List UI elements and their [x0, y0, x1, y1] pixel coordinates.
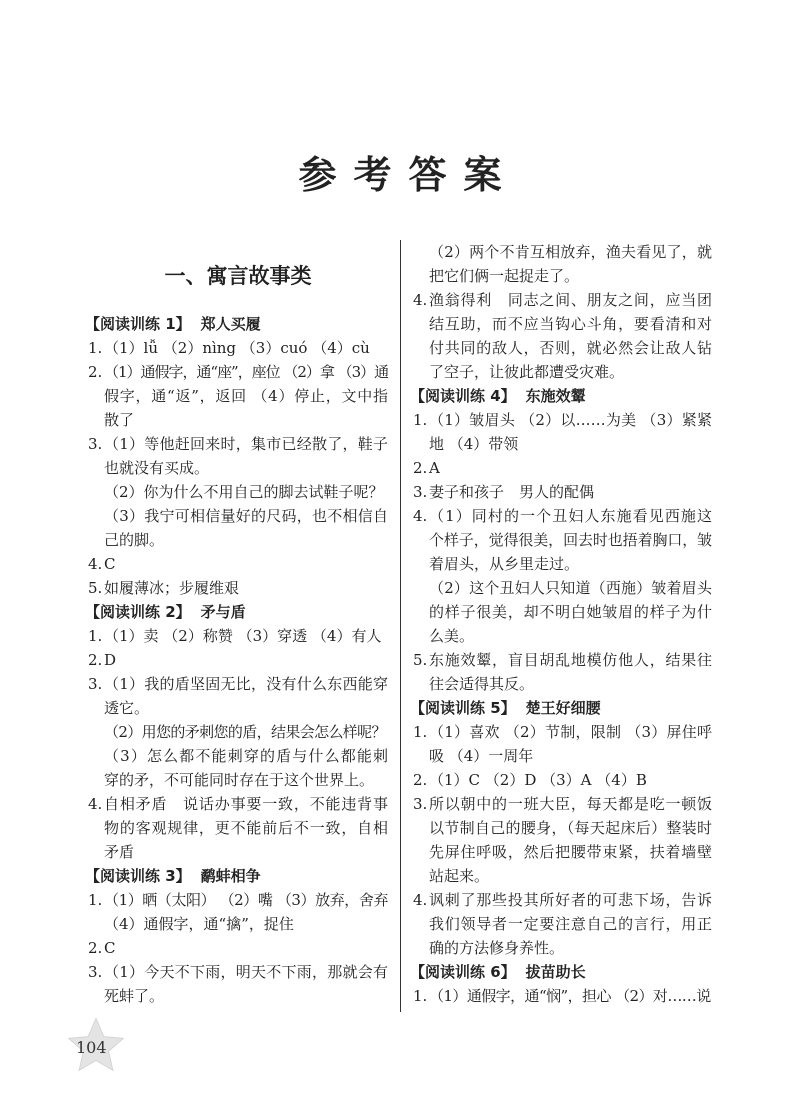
item-number: 1. [88, 627, 103, 645]
exercise-title: 郑人买履 [200, 315, 261, 333]
answer-line: 假字，通“返”，返回 （4）停止，文中指 [104, 387, 388, 405]
page-title: 参考答案 [298, 153, 519, 197]
answer-item [413, 984, 712, 1008]
column-divider [400, 240, 401, 1012]
answer-line: 地 （4）带领 [429, 435, 519, 453]
answer-body [429, 720, 712, 768]
exercise-heading [410, 696, 712, 720]
answer-body [429, 792, 712, 888]
item-number: 1. [413, 987, 428, 1005]
answer-paragraph [104, 360, 388, 432]
answer-body [429, 408, 712, 456]
answer-body [104, 648, 388, 672]
answer-paragraph [429, 984, 712, 1008]
item-number: 3. [88, 675, 103, 693]
answer-body [429, 768, 712, 792]
answer-item [413, 648, 712, 696]
answer-item [88, 792, 388, 864]
answer-body [104, 624, 388, 648]
exercise-heading [410, 384, 712, 408]
answer-paragraph [429, 288, 712, 384]
answer-line: D [104, 651, 117, 669]
answer-line: A [429, 459, 440, 477]
answer-body [104, 960, 388, 1008]
answer-line: 以节制自己的腰身，（每天起床后）整装时 [429, 819, 712, 837]
right-column [410, 240, 712, 1008]
answer-paragraph [104, 672, 388, 720]
answer-line: 己的脚。 [104, 531, 165, 549]
answer-item [88, 336, 388, 360]
answer-body [104, 576, 388, 600]
answer-paragraph [104, 480, 388, 504]
exercise-label: 【阅读训练 1】 [85, 315, 191, 333]
left-column [85, 240, 388, 1008]
answer-line: 也就没有买成。 [104, 459, 210, 477]
answer-line: （2）两个不肯互相放弃，渔夫看见了，就 [429, 243, 712, 261]
answer-line: （1）通假字，通“座”，座位 （2）拿 （3）通 [104, 363, 388, 381]
answer-body [429, 456, 712, 480]
exercise-title: 鹬蚌相争 [200, 867, 261, 885]
exercise-title: 拔苗助长 [525, 963, 586, 981]
exercise-label: 【阅读训练 2】 [85, 603, 191, 621]
answer-line: （1）今天不下雨，明天不下雨，那就会有 [104, 963, 388, 981]
answer-body [104, 552, 388, 576]
answer-body [104, 360, 388, 432]
answer-line: （3）怎么都不能刺穿的盾与什么都能刺 [104, 747, 388, 765]
reading-exercise-group [85, 312, 388, 600]
answer-paragraph [104, 936, 388, 960]
item-number: 2. [88, 651, 103, 669]
answer-paragraph [429, 888, 712, 960]
answer-item [413, 720, 712, 768]
answer-item [88, 432, 388, 552]
answer-body [429, 480, 712, 504]
answer-line: C [104, 555, 116, 573]
answer-line: 我们领导者一定要注意自己的言行，用正 [429, 915, 712, 933]
answer-line: 物的客观规律，更不能前后不一致，自相 [104, 819, 388, 837]
item-number: 4. [413, 507, 428, 525]
answer-line: 么美。 [429, 627, 475, 645]
item-number: 1. [413, 411, 428, 429]
answer-line: （1）C （2）D （3）A （4）B [429, 771, 647, 789]
exercise-title: 东施效颦 [525, 387, 586, 405]
answer-body [429, 648, 712, 696]
answer-item [413, 792, 712, 888]
item-number: 3. [413, 795, 428, 813]
answer-item [88, 936, 388, 960]
answer-line: （1）晒（太阳） （2）嘴 （3）放弃，舍弃 [104, 891, 388, 909]
exercise-heading [410, 960, 712, 984]
answer-body [104, 936, 388, 960]
answer-paragraph [104, 432, 388, 480]
answer-line: （2）用您的矛刺您的盾，结果会怎么样呢？ [104, 723, 386, 741]
answer-paragraph [429, 408, 712, 456]
answer-paragraph [429, 240, 712, 288]
answer-body [429, 888, 712, 960]
answer-line: 站起来。 [429, 867, 490, 885]
reading-exercise-group [410, 960, 712, 1008]
item-number: 3. [88, 435, 103, 453]
item-number: 2. [88, 363, 103, 381]
answer-line: 矛盾 [104, 843, 135, 861]
answer-item [413, 480, 712, 504]
answer-item [413, 456, 712, 480]
answer-item [88, 648, 388, 672]
answer-line: 付共同的敌人，否则，就必然会让敌人钻 [429, 339, 712, 357]
page-number-badge [66, 1016, 126, 1076]
answer-line: 如履薄冰；步履维艰 [104, 579, 240, 597]
answer-item [413, 768, 712, 792]
answer-line: （1）我的盾坚固无比，没有什么东西能穿 [104, 675, 388, 693]
answer-line: （1）lǚ （2）nìng （3）cuó （4）cù [104, 339, 370, 357]
answer-item [88, 960, 388, 1008]
reading-exercise-group [85, 864, 388, 1008]
answer-item [88, 576, 388, 600]
exercise-label: 【阅读训练 6】 [410, 963, 516, 981]
answer-line: C [104, 939, 116, 957]
answer-line: 东施效颦，盲目胡乱地模仿他人，结果往 [429, 651, 712, 669]
answer-item [88, 552, 388, 576]
exercise-title: 楚王好细腰 [525, 699, 601, 717]
answer-paragraph [429, 480, 712, 504]
item-number: 4. [413, 291, 428, 309]
answer-paragraph [429, 768, 712, 792]
answer-paragraph [104, 792, 388, 864]
answer-paragraph [429, 504, 712, 576]
answer-paragraph [429, 792, 712, 888]
answer-item [413, 888, 712, 960]
item-number: 1. [88, 891, 103, 909]
answer-item [413, 240, 712, 288]
answer-line: （2）你为什么不用自己的脚去试鞋子呢？ [104, 483, 384, 501]
page-number: 104 [76, 1038, 107, 1057]
answer-line: 穿的矛，不可能同时存在于这个世界上。 [104, 771, 375, 789]
answer-line: 着眉头，从乡里走过。 [429, 555, 580, 573]
answer-line: 把它们俩一起捉走了。 [429, 267, 580, 285]
answer-paragraph [104, 960, 388, 1008]
item-number: 4. [413, 891, 428, 909]
item-number: 2. [88, 939, 103, 957]
answer-line: 确的方法修身养性。 [429, 939, 565, 957]
answer-item [413, 288, 712, 384]
answer-item [88, 360, 388, 432]
answer-line: （2）这个丑妇人只知道（西施）皱着眉头 [429, 579, 712, 597]
answer-line: 妻子和孩子 男人的配偶 [429, 483, 595, 501]
reading-exercise-group [85, 600, 388, 864]
answer-line: 结互助，而不应当钩心斗角，要看清和对 [429, 315, 712, 333]
answer-body [429, 984, 712, 1008]
answer-line: 的样子很美，却不明白她皱眉的样子为什 [429, 603, 712, 621]
item-number: 5. [88, 579, 103, 597]
section-heading: 一、寓言故事类 [164, 264, 312, 288]
answer-line: 吸 （4）一周年 [429, 747, 534, 765]
answer-line: 讽刺了那些投其所好者的可悲下场，告诉 [429, 891, 712, 909]
answer-paragraph [429, 720, 712, 768]
answer-item [413, 504, 712, 648]
answer-line: 先屏住呼吸，然后把腰带束紧，扶着墙壁 [429, 843, 712, 861]
answer-line: 了空子，让彼此都遭受灾难。 [429, 363, 625, 381]
answer-line: （1）喜欢 （2）节制，限制 （3）屏住呼 [429, 723, 712, 741]
answer-item [88, 672, 388, 792]
answer-line: 个样子，觉得很美，回去时也捂着胸口，皱 [429, 531, 712, 549]
answer-line: 渔翁得利 同志之间、朋友之间，应当团 [429, 291, 712, 309]
answer-body [104, 672, 388, 792]
answer-paragraph [104, 624, 388, 648]
answer-line: （4）通假字，通“擒”，捉住 [104, 915, 294, 933]
item-number: 1. [413, 723, 428, 741]
answer-paragraph [104, 504, 388, 552]
item-number: 2. [413, 771, 428, 789]
exercise-title: 矛与盾 [200, 603, 246, 621]
answer-line: （1）通假字，通“悯”，担心 （2）对……说 [429, 987, 711, 1005]
answer-line: 死蚌了。 [104, 987, 165, 1005]
item-number: 4. [88, 555, 103, 573]
answer-line: （1）皱眉头 （2）以……为美 （3）紧紧 [429, 411, 712, 429]
answer-line: 往会适得其反。 [429, 675, 535, 693]
answer-paragraph [104, 552, 388, 576]
answer-paragraph [104, 648, 388, 672]
exercise-label: 【阅读训练 4】 [410, 387, 516, 405]
answer-body [429, 504, 712, 648]
exercise-heading [85, 312, 388, 336]
answer-line: （1）同村的一个丑妇人东施看见西施这 [429, 507, 712, 525]
item-number: 1. [88, 339, 103, 357]
exercise-label: 【阅读训练 5】 [410, 699, 516, 717]
item-number: 3. [413, 483, 428, 501]
answer-item [88, 624, 388, 648]
answer-paragraph [104, 888, 388, 936]
answer-item [413, 408, 712, 456]
answer-line: （3）我宁可相信量好的尺码，也不相信自 [104, 507, 388, 525]
answer-line: 散了 [104, 411, 135, 429]
reading-exercise-group [410, 696, 712, 960]
item-number [413, 240, 429, 264]
item-number: 4. [88, 795, 103, 813]
answer-line: 自相矛盾 说话办事要一致，不能违背事 [104, 795, 388, 813]
answer-paragraph [104, 720, 388, 744]
answer-body [429, 288, 712, 384]
exercise-label: 【阅读训练 3】 [85, 867, 191, 885]
answer-line: （1）卖 （2）称赞 （3）穿透 （4）有人 [104, 627, 382, 645]
answer-body [104, 336, 388, 360]
answer-paragraph [429, 576, 712, 648]
item-number: 2. [413, 459, 428, 477]
answer-body [104, 432, 388, 552]
answer-line: （1）等他赶回来时，集市已经散了，鞋子 [104, 435, 388, 453]
answer-body [429, 240, 712, 288]
answer-paragraph [429, 456, 712, 480]
item-number: 5. [413, 651, 428, 669]
answer-body [104, 792, 388, 864]
exercise-heading [85, 864, 388, 888]
answer-line: 透它。 [104, 699, 150, 717]
reading-exercise-group [410, 384, 712, 696]
answer-paragraph [104, 336, 388, 360]
answer-paragraph [104, 744, 388, 792]
answer-paragraph [104, 576, 388, 600]
item-number: 3. [88, 963, 103, 981]
exercise-heading [85, 600, 388, 624]
answer-paragraph [429, 648, 712, 696]
answer-item [88, 888, 388, 936]
answer-line: 所以朝中的一班大臣，每天都是吃一顿饭 [429, 795, 712, 813]
reading-exercise-group [413, 240, 712, 384]
answer-body [104, 888, 388, 936]
